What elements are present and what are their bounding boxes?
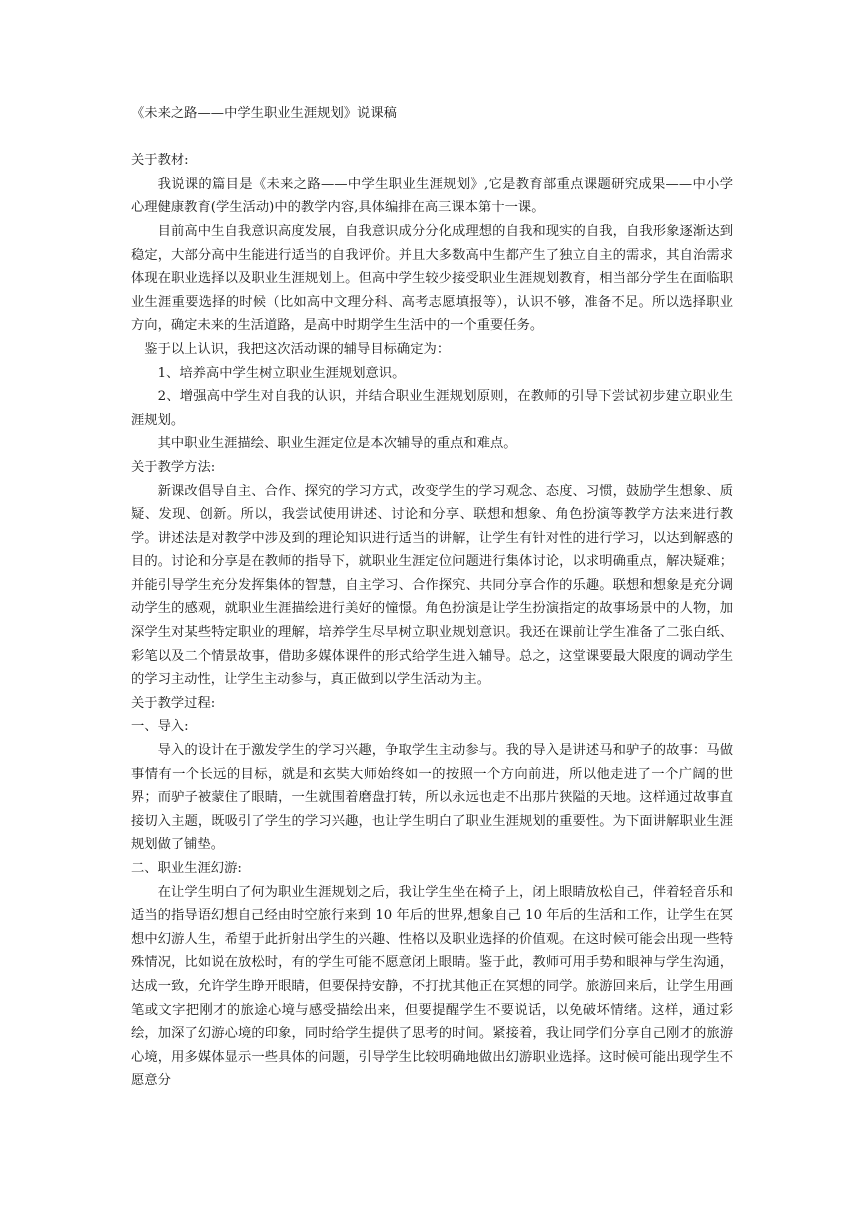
paragraph: 在让学生明白了何为职业生涯规划之后，我让学生坐在椅子上，闭上眼睛放松自己，伴着轻音乐和适当的指导语幻想自己经由时空旅行来到 10 年后的世界,想象自己 10 年后的生活和工作，让学生在冥想中幻游人生，希望于此折射出学生的兴趣、性格以及职业选择的价值观。在这时候可能会出现一些特殊情况，比如说在放松时，有的学生可能不愿意闭上眼睛。鉴于此，教师可用手势和眼神与学生沟通，达成一致，允许学生睁开眼睛，但要保持安静，不打扰其他正在冥想的同学。旅游回来后，让学生用画笔或文字把刚才的旅途心境与感受描绘出来，但要提醒学生不要说话，以免破坏情绪。这样，通过彩绘，加深了幻游心境的印象，同时给学生提供了思考的时间。紧接着，我让同学们分享自己刚才的旅游心境，用多媒体显示一些具体的问题，引导学生比较明确地做出幻游职业选择。这时候可能出现学生不愿意分 — [131, 884, 733, 1089]
list-item: 1、培养高中学生树立职业生涯规划意识。 — [157, 365, 406, 381]
paragraph: 其中职业生涯描绘、职业生涯定位是本次辅导的重点和难点。 — [157, 436, 517, 452]
document-page — [131, 102, 733, 1093]
subsection-heading-fantasy-journey: 二、职业生涯幻游: — [131, 861, 242, 876]
list-item: 2、增强高中学生对自我的认识，并结合职业生涯规划原则，在教师的引导下尝试初步建立职业生涯规划。 — [131, 389, 733, 428]
section-heading-process: 关于教学过程: — [131, 695, 216, 711]
section-heading-methods: 关于教学方法: — [131, 459, 216, 475]
document-title: 《未来之路——中学生职业生涯规划》说课稿 — [131, 106, 397, 121]
paragraph: 目前高中生自我意识高度发展，自我意识成分分化成理想的自我和现实的自我，自我形象逐渐达到稳定，大部分高中生能进行适当的自我评价。并且大多数高中生都产生了独立自主的需求，其自治需求体现在职业选择以及职业生涯规划上。但高中学生较少接受职业生涯规划教育，相当部分学生在面临职业生涯重要选择的时候（比如高中文理分科、高考志愿填报等），认识不够，准备不足。所以选择职业方向，确定未来的生活道路，是高中时期学生生活中的一个重要任务。 — [131, 223, 733, 334]
paragraph: 新课改倡导自主、合作、探究的学习方式，改变学生的学习观念、态度、习惯，鼓励学生想象、质疑、发现、创新。所以，我尝试使用讲述、讨论和分享、联想和想象、角色扮演等教学方法来进行教学。讲述法是对教学中涉及到的理论知识进行适当的讲解，让学生有针对性的进行学习，以达到解惑的目的。讨论和分享是在教师的指导下，就职业生涯定位问题进行集体讨论，以求明确重点，解决疑难；并能引导学生充分发挥集体的智慧，自主学习、合作探究、共同分享合作的乐趣。联想和想象是充分调动学生的感观，就职业生涯描绘进行美好的憧憬。角色扮演是让学生扮演指定的故事场景中的人物，加深学生对某些特定职业的理解，培养学生尽早树立职业规划意识。我还在课前让学生准备了二张白纸、彩笔以及二个情景故事，借助多媒体课件的形式给学生进入辅导。总之，这堂课要最大限度的调动学生的学习主动性，让学生主动参与，真正做到以学生活动为主。 — [131, 483, 733, 688]
paragraph: 我说课的篇目是《未来之路——中学生职业生涯规划》,它是教育部重点课题研究成果——中小学心理健康教育(学生活动)中的教学内容,具体编排在高三课本第十一课。 — [131, 176, 733, 216]
subsection-heading-intro: 一、导入: — [131, 719, 189, 735]
section-heading-textbook: 关于教材: — [131, 153, 189, 169]
paragraph: 鉴于以上认识，我把这次活动课的辅导目标确定为： — [144, 341, 451, 357]
paragraph: 导入的设计在于激发学生的学习兴趣，争取学生主动参与。我的导入是讲述马和驴子的故事：马做事情有一个长远的目标，就是和玄奘大师始终如一的按照一个方向前进，所以他走进了一个广阔的世界；而驴子被蒙住了眼睛，一生就围着磨盘打转，所以永远也走不出那片狭隘的天地。这样通过故事直接切入主题，既吸引了学生的学习兴趣，也让学生明白了职业生涯规划的重要性。为下面讲解职业生涯规划做了铺垫。 — [131, 743, 733, 853]
